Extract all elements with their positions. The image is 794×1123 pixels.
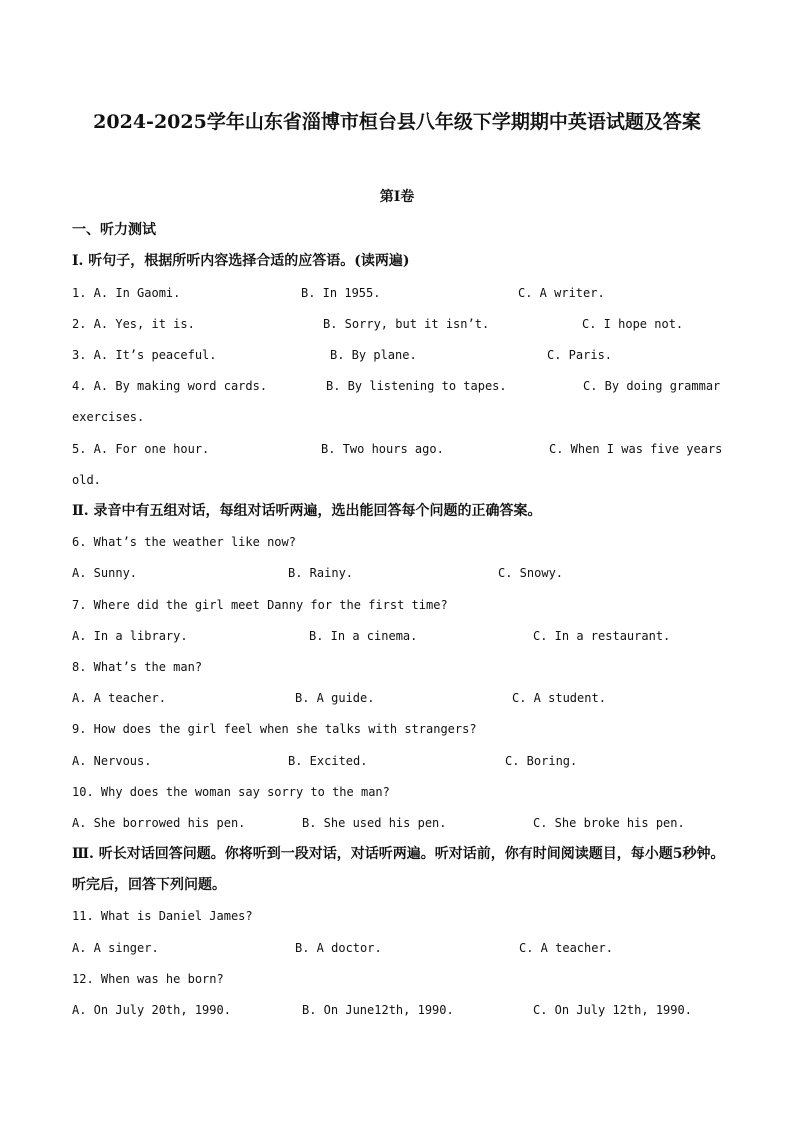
q5-option-c: C. When I was five years — [549, 442, 723, 456]
q12-question: 12. When was he born? — [72, 972, 224, 986]
q11-question: 11. What is Daniel James? — [72, 909, 253, 923]
q7-option-b: B. In a cinema. — [309, 629, 418, 643]
q2-option-a: 2. A. Yes, it is. — [72, 317, 195, 331]
q9-option-b: B. Excited. — [288, 754, 368, 768]
q6-option-a: A. Sunny. — [72, 566, 138, 580]
q8-question: 8. What’s the man? — [72, 660, 203, 674]
part-heading-listening: 一、听力测试 — [72, 222, 156, 238]
q9-option-c: C. Boring. — [505, 754, 578, 768]
section-heading-2: Ⅱ. 录音中有五组对话，每组对话听两遍，选出能回答每个问题的正确答案。 — [72, 503, 542, 519]
q5-option-a: 5. A. For one hour. — [72, 442, 210, 456]
q2-option-c: C. I hope not. — [582, 317, 684, 331]
q3-option-b: B. By plane. — [330, 348, 417, 362]
section-heading-3-continued: 听完后，回答下列问题。 — [72, 877, 226, 893]
q3-option-a: 3. A. It’s peaceful. — [72, 348, 217, 362]
q10-option-a: A. She borrowed his pen. — [72, 816, 246, 830]
q8-option-a: A. A teacher. — [72, 691, 166, 705]
q4-option-c-continued: exercises. — [72, 410, 145, 424]
q1-option-a: 1. A. In Gaomi. — [72, 286, 181, 300]
q10-option-c: C. She broke his pen. — [533, 816, 685, 830]
q6-option-b: B. Rainy. — [288, 566, 354, 580]
q10-option-b: B. She used his pen. — [302, 816, 447, 830]
q2-option-b: B. Sorry, but it isn’t. — [323, 317, 490, 331]
q12-option-a: A. On July 20th, 1990. — [72, 1003, 231, 1017]
volume-label: 第Ⅰ卷 — [379, 189, 415, 205]
q11-option-b: B. A doctor. — [295, 941, 382, 955]
section-heading-3: Ⅲ. 听长对话回答问题。你将听到一段对话，对话听两遍。听对话前，你有时间阅读题目，每小题5秒钟。 — [72, 846, 725, 862]
q6-question: 6. What’s the weather like now? — [72, 535, 296, 549]
q4-option-a: 4. A. By making word cards. — [72, 379, 268, 393]
q7-option-a: A. In a library. — [72, 629, 188, 643]
q1-option-c: C. A writer. — [518, 286, 605, 300]
document-title: 2024-2025学年山东省淄博市桓台县八年级下学期期中英语试题及答案 — [93, 111, 701, 133]
q4-option-c: C. By doing grammar — [583, 379, 721, 393]
q12-option-b: B. On June12th, 1990. — [302, 1003, 454, 1017]
q5-option-b: B. Two hours ago. — [321, 442, 444, 456]
q8-option-c: C. A student. — [512, 691, 606, 705]
q7-option-c: C. In a restaurant. — [533, 629, 671, 643]
q11-option-a: A. A singer. — [72, 941, 159, 955]
q8-option-b: B. A guide. — [295, 691, 375, 705]
q6-option-c: C. Snowy. — [498, 566, 564, 580]
q7-question: 7. Where did the girl meet Danny for the first time? — [72, 598, 448, 612]
q11-option-c: C. A teacher. — [519, 941, 613, 955]
q3-option-c: C. Paris. — [547, 348, 613, 362]
q4-option-b: B. By listening to tapes. — [326, 379, 507, 393]
q1-option-b: B. In 1955. — [301, 286, 381, 300]
section-heading-1: Ⅰ. 听句子，根据所听内容选择合适的应答语。(读两遍) — [72, 253, 410, 269]
q9-question: 9. How does the girl feel when she talks with strangers? — [72, 722, 477, 736]
q12-option-c: C. On July 12th, 1990. — [533, 1003, 692, 1017]
q10-question: 10. Why does the woman say sorry to the man? — [72, 785, 390, 799]
q5-option-c-continued: old. — [72, 473, 101, 487]
q9-option-a: A. Nervous. — [72, 754, 152, 768]
